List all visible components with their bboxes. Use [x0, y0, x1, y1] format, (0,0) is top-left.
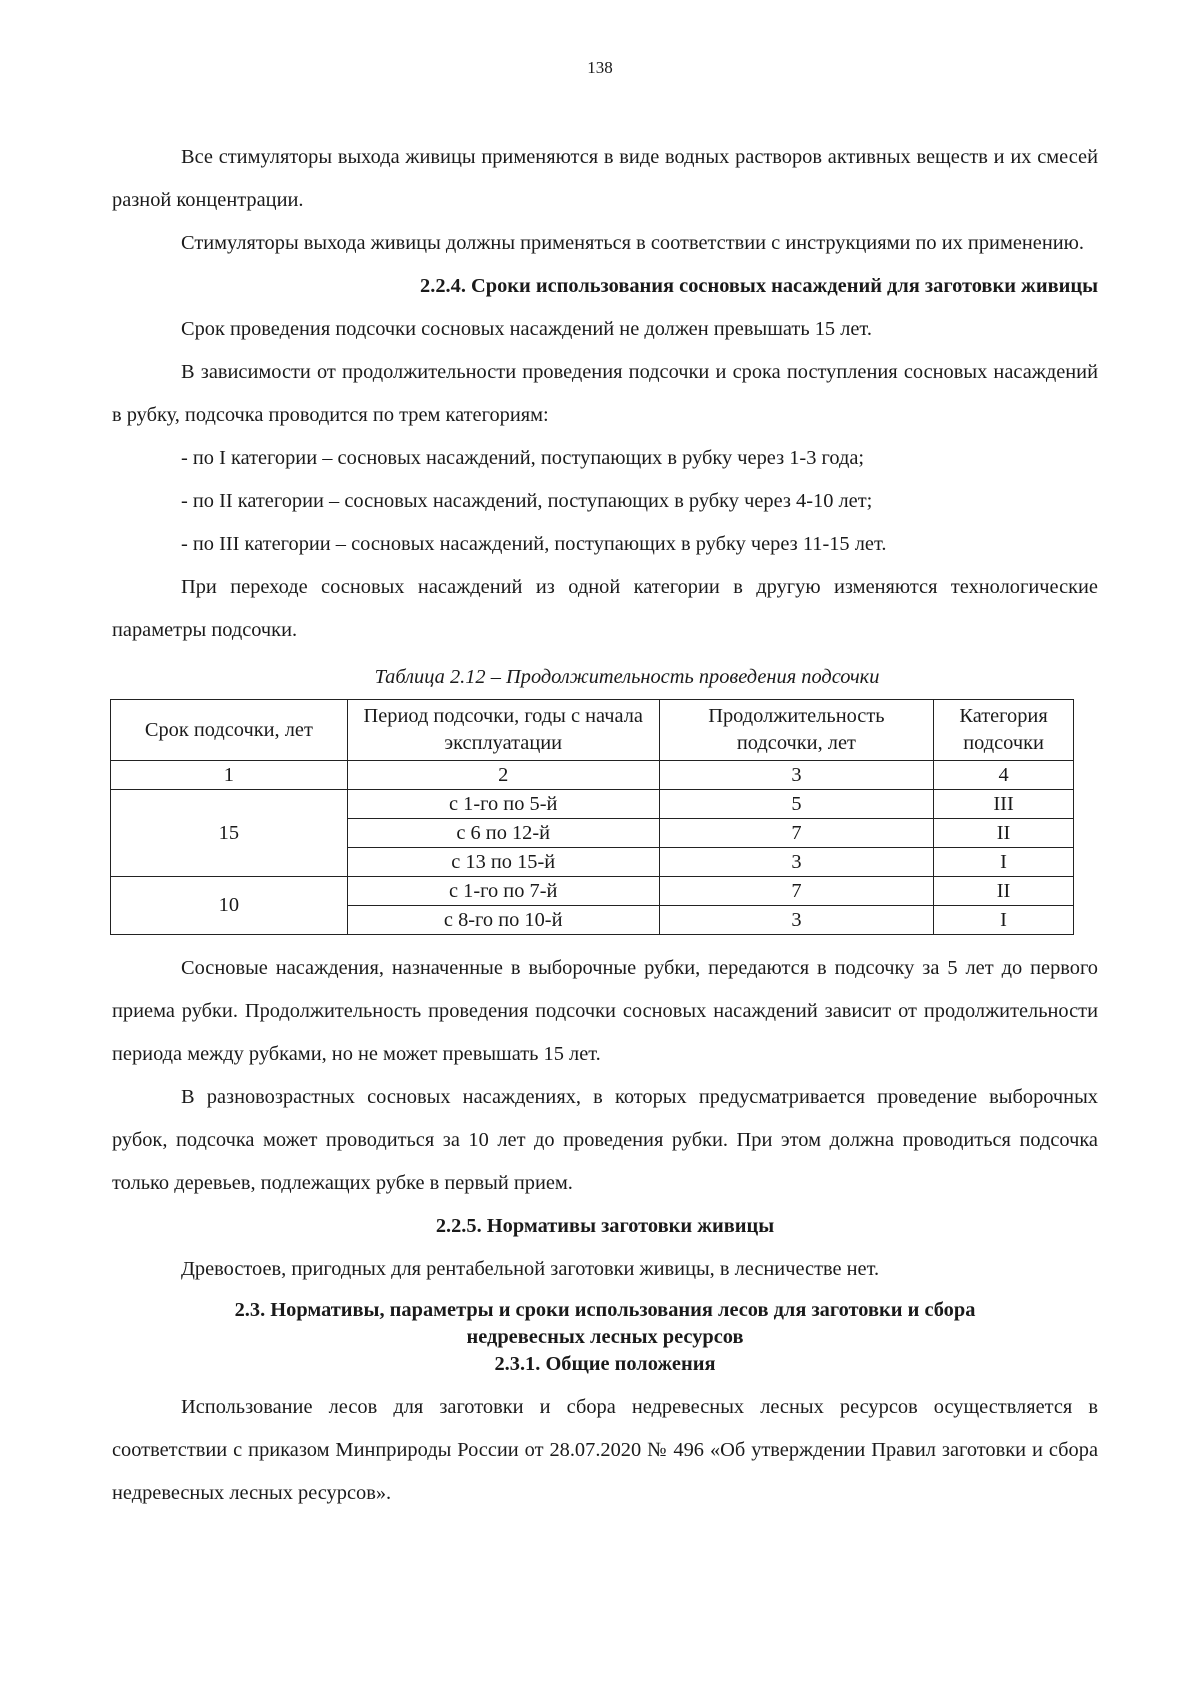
- paragraph: Все стимуляторы выхода живицы применяются в виде водных растворов активных веществ и их смесей разной концентрации.: [112, 146, 1098, 211]
- table-numbering-row: [111, 761, 1074, 790]
- table-cell-term: 10: [111, 877, 348, 935]
- paragraph: В зависимости от продолжительности проведения подсочки и срока поступления сосновых насаждений в рубку, подсочка проводится по трем категориям:: [112, 361, 1098, 426]
- table-cell: 5: [659, 790, 933, 819]
- table-cell: 7: [659, 819, 933, 848]
- table-cell: 3: [659, 906, 933, 935]
- table-cell: II: [934, 877, 1074, 906]
- table-row: [111, 790, 1074, 819]
- column-header: Продолжительность подсочки, лет: [659, 700, 933, 761]
- paragraph: Использование лесов для заготовки и сбора недревесных лесных ресурсов осуществляется в соответствии с приказом Минприроды России от 28.07.2020 № 496 «Об утверждении Правил заготовки и сбора недревесных лесных ресурсов».: [112, 1396, 1098, 1504]
- table-cell: III: [934, 790, 1074, 819]
- table-cell-term: 15: [111, 790, 348, 877]
- paragraph: Стимуляторы выхода живицы должны применяться в соответствии с инструкциями по их применению.: [181, 232, 1085, 254]
- list-item: - по II категории – сосновых насаждений, поступающих в рубку через 4-10 лет;: [181, 490, 873, 512]
- table-cell: I: [934, 906, 1074, 935]
- paragraph: Срок проведения подсочки сосновых насаждений не должен превышать 15 лет.: [181, 318, 872, 340]
- column-header: Период подсочки, годы с начала эксплуатации: [347, 700, 659, 761]
- heading-line: 2.3. Нормативы, параметры и сроки использования лесов для заготовки и сбора: [234, 1299, 976, 1321]
- list-item: - по III категории – сосновых насаждений, поступающих в рубку через 11-15 лет.: [181, 533, 887, 555]
- table-header-row: [111, 700, 1074, 761]
- table-cell: с 8-го по 10-й: [347, 906, 659, 935]
- section-heading-2-2-5: 2.2.5. Нормативы заготовки живицы: [435, 1215, 775, 1237]
- table-cell: с 13 по 15-й: [347, 848, 659, 877]
- table-cell: с 1-го по 5-й: [347, 790, 659, 819]
- section-heading-2-3: [112, 1291, 1098, 1351]
- paragraph: При переходе сосновых насаждений из одной категории в другую изменяются технологические параметры подсочки.: [112, 576, 1098, 641]
- page-content: [112, 136, 1098, 1515]
- page-number: 138: [587, 58, 613, 77]
- paragraph: В разновозрастных сосновых насаждениях, в которых предусматривается проведение выборочных рубок, подсочка может проводиться за 10 лет до проведения рубки. При этом должна проводиться подсочка только деревьев, подлежащих рубке в первый прием.: [112, 1086, 1098, 1194]
- table-cell: 7: [659, 877, 933, 906]
- column-header: Категория подсочки: [934, 700, 1074, 761]
- column-header: Срок подсочки, лет: [111, 700, 348, 761]
- section-heading-2-3-1: 2.3.1. Общие положения: [494, 1353, 716, 1375]
- duration-table: [110, 699, 1074, 935]
- table-caption: Таблица 2.12 – Продолжительность проведения подсочки: [374, 666, 880, 688]
- paragraph: Сосновые насаждения, назначенные в выборочные рубки, передаются в подсочку за 5 лет до первого приема рубки. Продолжительность проведения подсочки сосновых насаждений зависит от продолжительности периода между рубками, но не может превышать 15 лет.: [112, 957, 1098, 1065]
- list-item: - по I категории – сосновых насаждений, поступающих в рубку через 1-3 года;: [181, 447, 865, 469]
- heading-line: недревесных лесных ресурсов: [466, 1326, 744, 1348]
- table-cell: с 1-го по 7-й: [347, 877, 659, 906]
- table-cell: с 6 по 12-й: [347, 819, 659, 848]
- table-cell: 1: [111, 761, 348, 790]
- table-cell: 3: [659, 848, 933, 877]
- table-cell: 3: [659, 761, 933, 790]
- table-row: [111, 877, 1074, 906]
- table-cell: 2: [347, 761, 659, 790]
- paragraph: Древостоев, пригодных для рентабельной заготовки живицы, в лесничестве нет.: [181, 1258, 880, 1280]
- table-cell: I: [934, 848, 1074, 877]
- table-cell: 4: [934, 761, 1074, 790]
- section-heading-2-2-4: 2.2.4. Сроки использования сосновых насаждений для заготовки живицы: [420, 275, 1098, 297]
- table-cell: II: [934, 819, 1074, 848]
